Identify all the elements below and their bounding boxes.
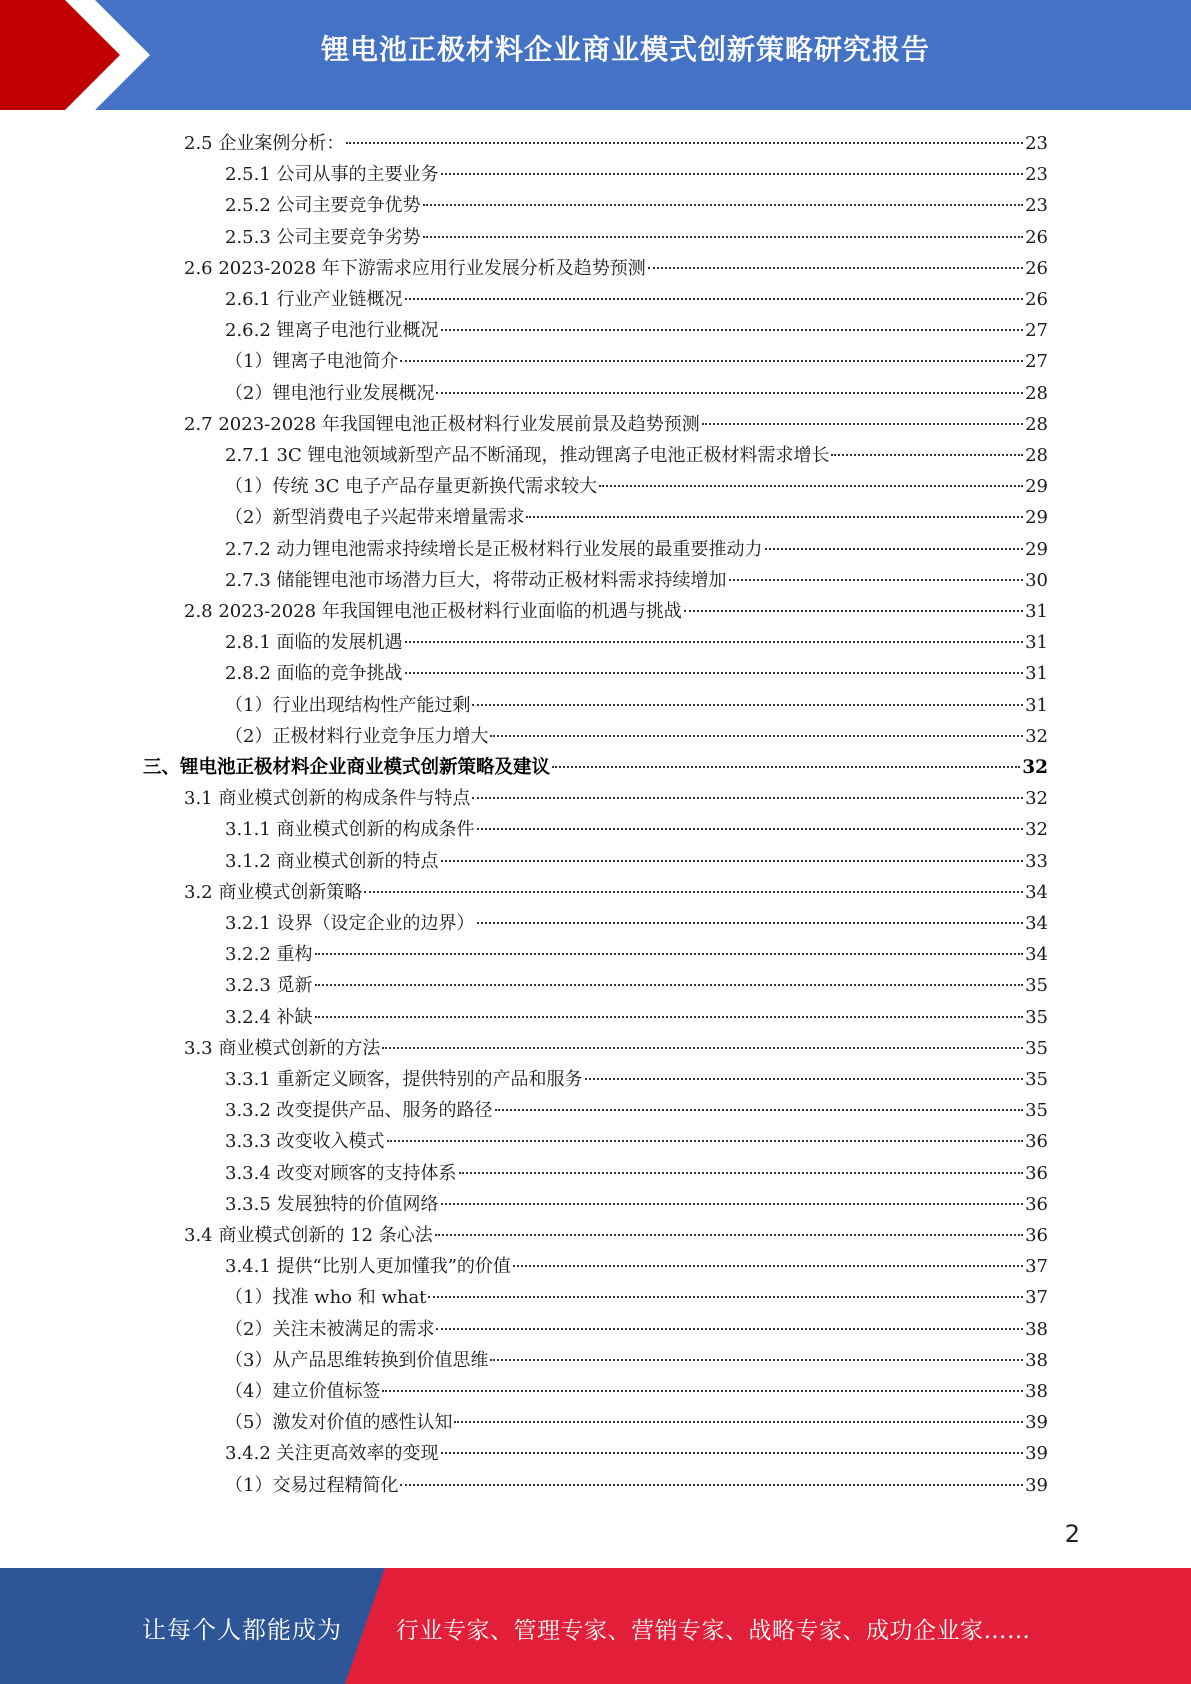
toc-entry[interactable] — [225, 190, 1048, 221]
toc-entry-page: 37 — [1025, 1287, 1048, 1309]
toc-leader-dots — [684, 609, 1023, 612]
toc-leader-dots — [454, 1420, 1023, 1423]
toc-entry-label: 2.8 2023-2028 年我国锂电池正极材料行业面临的机遇与挑战 — [184, 601, 682, 622]
toc-entry-page: 33 — [1025, 850, 1048, 872]
toc-entry[interactable] — [184, 253, 1048, 284]
toc-leader-dots — [490, 1358, 1023, 1361]
toc-leader-dots — [477, 921, 1024, 924]
toc-entry[interactable] — [225, 658, 1048, 689]
toc-entry-label: 2.7.1 3C 锂电池领域新型产品不断涌现，推动锂离子电池正极材料需求增长 — [225, 445, 830, 466]
toc-entry[interactable] — [225, 502, 1048, 533]
toc-leader-dots — [423, 203, 1024, 206]
toc-leader-dots — [472, 703, 1023, 706]
toc-leader-dots — [400, 359, 1023, 362]
toc-entry[interactable] — [225, 1470, 1048, 1501]
toc-entry-page: 38 — [1025, 1318, 1048, 1340]
toc-entry-page: 23 — [1025, 133, 1048, 154]
toc-leader-dots — [477, 827, 1024, 830]
toc-entry-page: 29 — [1025, 538, 1048, 560]
toc-entry[interactable] — [225, 1002, 1048, 1033]
toc-entry-page: 31 — [1025, 663, 1048, 685]
toc-entry-page: 32 — [1025, 725, 1048, 747]
toc-entry-label: 2.7.2 动力锂电池需求持续增长是正极材料行业发展的最重要推动力 — [225, 538, 763, 560]
toc-leader-dots — [648, 266, 1023, 269]
toc-entry-page: 27 — [1025, 320, 1048, 342]
toc-leader-dots — [423, 235, 1024, 238]
header-banner — [0, 0, 1191, 110]
toc-leader-dots — [405, 297, 1024, 300]
toc-leader-dots — [441, 328, 1024, 331]
toc-entry-page: 28 — [1025, 445, 1048, 466]
footer-slogan: 让每个人都能成为 — [142, 1616, 342, 1644]
toc-leader-dots — [436, 391, 1023, 394]
toc-entry[interactable] — [225, 690, 1048, 721]
toc-entry[interactable] — [225, 846, 1048, 877]
toc-entry-page: 34 — [1025, 944, 1048, 966]
toc-entry-page: 35 — [1025, 1100, 1048, 1122]
toc-entry-label: 3.4.2 关注更高效率的变现 — [225, 1443, 439, 1465]
toc-leader-dots — [364, 890, 1023, 893]
toc-entry-label: 2.8.1 面临的发展机遇 — [225, 632, 403, 654]
toc-entry[interactable] — [225, 565, 1048, 596]
toc-entry-page: 32 — [1025, 788, 1048, 810]
toc-entry[interactable] — [225, 1126, 1048, 1157]
toc-entry[interactable] — [225, 1282, 1048, 1313]
page-number: 2 — [1064, 1520, 1080, 1548]
toc-entry-label: （3）从产品思维转换到价值思维 — [225, 1349, 489, 1371]
toc-entry-page: 36 — [1025, 1225, 1048, 1246]
toc-leader-dots — [599, 484, 1023, 487]
toc-entry-label: 3.1.1 商业模式创新的构成条件 — [225, 819, 475, 841]
toc-entry-page: 39 — [1025, 1474, 1048, 1496]
toc-entry-page: 29 — [1025, 507, 1048, 529]
toc-entry-page: 26 — [1025, 226, 1048, 248]
toc-entry-page: 35 — [1025, 1037, 1048, 1059]
toc-entry[interactable] — [225, 440, 1048, 471]
toc-entry[interactable] — [184, 877, 1048, 908]
toc-leader-dots — [765, 547, 1024, 550]
toc-entry-page: 38 — [1025, 1381, 1048, 1402]
toc-entry-label: 2.7.3 储能锂电池市场潜力巨大，将带动正极材料需求持续增加 — [225, 569, 727, 591]
toc-entry-label: 3.2 商业模式创新策略 — [184, 881, 363, 903]
toc-entry-page: 32 — [1025, 819, 1048, 841]
toc-leader-dots — [526, 515, 1023, 518]
toc-entry-page: 35 — [1025, 975, 1048, 997]
toc-leader-dots — [441, 1202, 1024, 1205]
toc-leader-dots — [346, 141, 1023, 144]
toc-entry[interactable] — [225, 378, 1048, 409]
toc-entry-label: 2.5.1 公司从事的主要业务 — [225, 164, 439, 186]
toc-entry[interactable] — [225, 939, 1048, 970]
toc-leader-dots — [436, 1327, 1023, 1330]
toc-entry-label: （5）激发对价值的感性认知 — [225, 1412, 453, 1434]
toc-entry-label: 3.3.3 改变收入模式 — [225, 1131, 385, 1153]
toc-entry-label: 2.5.3 公司主要竞争劣势 — [225, 226, 421, 248]
toc-entry-page: 38 — [1025, 1349, 1048, 1371]
toc-entry-page: 31 — [1025, 601, 1048, 622]
toc-entry[interactable] — [225, 159, 1048, 190]
toc-entry[interactable] — [184, 128, 1048, 159]
toc-entry-page: 26 — [1025, 289, 1048, 310]
toc-entry[interactable] — [225, 721, 1048, 752]
footer-tagline: 行业专家、管理专家、营销专家、战略专家、成功企业家…… — [396, 1618, 1031, 1644]
toc-entry-label: （2）正极材料行业竞争压力增大 — [225, 725, 489, 747]
toc-entry-page: 26 — [1025, 257, 1048, 279]
toc-entry-label: （2）新型消费电子兴起带来增量需求 — [225, 507, 525, 529]
toc-entry-page: 32 — [1022, 757, 1048, 778]
toc-leader-dots — [552, 765, 1020, 768]
toc-entry-label: 3.1.2 商业模式创新的特点 — [225, 850, 439, 872]
toc-leader-dots — [441, 172, 1024, 175]
toc-entry[interactable] — [225, 1345, 1048, 1376]
toc-entry[interactable] — [225, 970, 1048, 1001]
toc-entry-label: 2.6 2023-2028 年下游需求应用行业发展分析及趋势预测 — [184, 257, 646, 279]
toc-entry[interactable] — [225, 814, 1048, 845]
toc-leader-dots — [495, 1108, 1024, 1111]
toc-entry[interactable] — [225, 534, 1048, 565]
toc-entry[interactable] — [225, 1314, 1048, 1345]
toc-entry[interactable] — [225, 1064, 1048, 1095]
toc-leader-dots — [702, 422, 1023, 425]
footer-banner — [0, 1568, 1191, 1684]
toc-entry[interactable] — [225, 1095, 1048, 1126]
toc-entry[interactable] — [225, 315, 1048, 346]
toc-leader-dots — [315, 952, 1024, 955]
toc-entry-label: 2.6.1 行业产业链概况 — [225, 289, 403, 310]
toc-entry-label: （1）交易过程精简化 — [225, 1474, 399, 1496]
toc-entry[interactable] — [143, 752, 1048, 783]
toc-entry-label: 3.4.1 提供“比别人更加懂我”的价值 — [225, 1256, 511, 1278]
toc-leader-dots — [382, 1389, 1023, 1392]
toc-entry-label: 3.2.4 补缺 — [225, 1006, 313, 1028]
toc-entry[interactable] — [225, 471, 1048, 502]
toc-leader-dots — [441, 859, 1024, 862]
toc-entry[interactable] — [225, 346, 1048, 377]
toc-entry-label: 3.2.2 重构 — [225, 944, 313, 966]
toc-entry-label: （1）传统 3C 电子产品存量更新换代需求较大 — [225, 476, 598, 498]
toc-entry[interactable] — [184, 1220, 1048, 1251]
toc-leader-dots — [472, 796, 1023, 799]
toc-entry[interactable] — [225, 1438, 1048, 1469]
toc-entry[interactable] — [225, 222, 1048, 253]
toc-entry[interactable] — [225, 627, 1048, 658]
toc-entry-page: 23 — [1025, 195, 1048, 217]
toc-entry[interactable] — [225, 908, 1048, 939]
toc-entry[interactable] — [225, 1407, 1048, 1438]
toc-entry-label: 2.5.2 公司主要竞争优势 — [225, 195, 421, 217]
toc-leader-dots — [729, 578, 1024, 581]
toc-entry-label: （1）行业出现结构性产能过剩 — [225, 694, 471, 716]
toc-leader-dots — [382, 1046, 1023, 1049]
toc-leader-dots — [585, 1077, 1024, 1080]
toc-entry-page: 36 — [1025, 1131, 1048, 1153]
toc-leader-dots — [490, 734, 1023, 737]
toc-entry-label: 2.8.2 面临的竞争挑战 — [225, 663, 403, 685]
report-title: 锂电池正极材料企业商业模式创新策略研究报告 — [320, 33, 930, 66]
toc-leader-dots — [400, 1483, 1023, 1486]
toc-leader-dots — [315, 1015, 1024, 1018]
toc-entry[interactable] — [225, 284, 1048, 315]
toc-entry-page: 28 — [1025, 413, 1048, 435]
toc-entry-page: 39 — [1025, 1443, 1048, 1465]
toc-entry-label: 3.3.5 发展独特的价值网络 — [225, 1193, 439, 1215]
toc-entry-label: 3.2.3 觅新 — [225, 975, 313, 997]
toc-entry-page: 39 — [1025, 1412, 1048, 1434]
toc-entry-label: （4）建立价值标签 — [225, 1381, 381, 1402]
toc-entry-page: 29 — [1025, 476, 1048, 498]
toc-entry-label: 3.3.2 改变提供产品、服务的路径 — [225, 1100, 493, 1122]
toc-entry-page: 37 — [1025, 1256, 1048, 1278]
toc-leader-dots — [435, 1233, 1023, 1236]
toc-entry-label: 3.3.1 重新定义顾客，提供特别的产品和服务 — [225, 1069, 583, 1090]
toc-leader-dots — [459, 1171, 1024, 1174]
toc-leader-dots — [387, 1139, 1024, 1142]
toc-entry-page: 23 — [1025, 164, 1048, 186]
toc-entry[interactable] — [225, 1189, 1048, 1220]
toc-entry-label: （1）锂离子电池简介 — [225, 351, 399, 373]
toc-entry-label: 3.1 商业模式创新的构成条件与特点 — [184, 788, 471, 810]
toc-leader-dots — [428, 1295, 1023, 1298]
toc-entry-label: 三、锂电池正极材料企业商业模式创新策略及建议 — [143, 757, 551, 778]
toc-entry-label: 3.3.4 改变对顾客的支持体系 — [225, 1162, 457, 1184]
toc-entry-label: 2.5 企业案例分析： — [184, 133, 345, 154]
toc-entry[interactable] — [184, 596, 1048, 627]
toc-entry-page: 31 — [1025, 694, 1048, 716]
toc-entry-label: 2.7 2023-2028 年我国锂电池正极材料行业发展前景及趋势预测 — [184, 413, 700, 435]
toc-leader-dots — [315, 983, 1024, 986]
toc-leader-dots — [441, 1451, 1024, 1454]
toc-entry[interactable] — [225, 1158, 1048, 1189]
toc-entry-label: （2）关注未被满足的需求 — [225, 1318, 435, 1340]
toc-entry[interactable] — [225, 1251, 1048, 1282]
toc-entry-page: 35 — [1025, 1069, 1048, 1090]
toc-entry-page: 35 — [1025, 1006, 1048, 1028]
toc-leader-dots — [405, 671, 1024, 674]
toc-entry[interactable] — [184, 783, 1048, 814]
toc-entry-page: 28 — [1025, 382, 1048, 404]
toc-entry-page: 36 — [1025, 1193, 1048, 1215]
toc-entry-page: 36 — [1025, 1162, 1048, 1184]
toc-entry-label: 3.3 商业模式创新的方法 — [184, 1037, 381, 1059]
toc-leader-dots — [513, 1264, 1023, 1267]
toc-entry[interactable] — [225, 1376, 1048, 1407]
toc-entry-label: 3.4 商业模式创新的 12 条心法 — [184, 1225, 433, 1246]
toc-leader-dots — [405, 640, 1024, 643]
toc-entry-page: 34 — [1025, 913, 1048, 934]
toc-entry-page: 27 — [1025, 351, 1048, 373]
toc-entry-label: （1）找准 who 和 what — [225, 1287, 427, 1309]
toc-entry[interactable] — [184, 1033, 1048, 1064]
toc-entry[interactable] — [184, 409, 1048, 440]
toc-entry-label: 2.6.2 锂离子电池行业概况 — [225, 320, 439, 342]
toc-entry-page: 30 — [1025, 569, 1048, 591]
toc-entry-label: 3.2.1 设界（设定企业的边界） — [225, 913, 475, 934]
toc-leader-dots — [831, 453, 1023, 456]
toc-entry-page: 31 — [1025, 632, 1048, 654]
toc-entry-label: （2）锂电池行业发展概况 — [225, 382, 435, 404]
toc-entry-page: 34 — [1025, 881, 1048, 903]
